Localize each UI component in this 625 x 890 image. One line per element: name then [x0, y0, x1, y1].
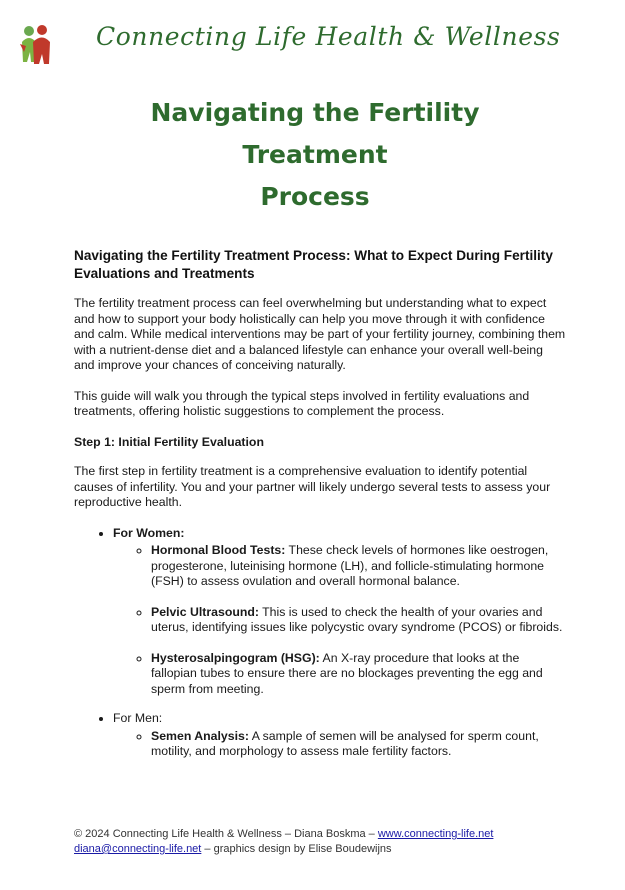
intro-paragraph-1: The fertility treatment process can feel overwhelming but understanding what to expect and how to support your body holistically can help you move through it with confidence and calm. While medical interventions may be part of your fertility journey, combining them with a nutrient-dense diet and a balanced lifestyle can enhance your overall well-being and improve your chances of conceiving naturally. — [74, 296, 566, 372]
list-item — [151, 651, 566, 698]
group-label-women: For Women: — [113, 525, 185, 540]
description: This is used to check the health of your ovaries and uterus, identifying issues like polycystic ovary syndrome (PCOS) or fibroids. — [151, 604, 563, 634]
term-hsg: Hysterosalpingogram (HSG): — [151, 650, 320, 665]
footer-line-1 — [74, 827, 493, 842]
list-item-for-women — [113, 526, 566, 698]
email-link[interactable]: diana@connecting-life.net — [74, 843, 202, 855]
description: An X-ray procedure that looks at the fallopian tubes to ensure there are no blockages preventing the egg and sperm from meeting. — [151, 650, 543, 696]
credit-text: – graphics design by Elise Boudewijns — [201, 843, 392, 855]
list-item-for-men — [113, 711, 566, 760]
list-item — [151, 543, 566, 590]
title-line-2: Process — [260, 182, 370, 211]
term-semen-analysis: Semen Analysis: — [151, 728, 249, 743]
group-label-men: For Men: — [113, 711, 163, 725]
article-heading: Navigating the Fertility Treatment Process: What to Expect During Fertility Evaluations and Treatments — [74, 248, 553, 281]
footer-line-2 — [74, 842, 493, 857]
website-link[interactable]: www.connecting-life.net — [377, 828, 494, 840]
men-tests-list — [113, 729, 566, 760]
brand-name: Connecting Life Health & Wellness — [96, 22, 561, 51]
term-pelvic-ultrasound: Pelvic Ultrasound: — [151, 604, 259, 619]
logo-icon — [18, 24, 56, 66]
term-hormonal-blood-tests: Hormonal Blood Tests: — [151, 543, 286, 557]
copyright-text: © 2024 Connecting Life Health & Wellness – Diana Boskma – — [74, 828, 378, 840]
list-item — [151, 605, 566, 636]
page-title — [100, 92, 530, 218]
step-1-intro: The first step in fertility treatment is a comprehensive evaluation to identify potential causes of infertility. You and your partner will likely undergo several tests to assess your reproductive health. — [74, 464, 551, 509]
women-tests-list — [113, 543, 566, 697]
list-item — [151, 729, 566, 760]
description: These check levels of hormones like oestrogen, progesterone, luteinising hormone (LH), and follicle-stimulating hormone (FSH) to assess ovulation and overall hormonal balance. — [151, 543, 549, 588]
step-1-heading: Step 1: Initial Fertility Evaluation — [74, 434, 264, 449]
description: A sample of semen will be analysed for sperm count, motility, and morphology to assess male fertility factors. — [151, 728, 539, 758]
evaluation-list — [74, 526, 566, 760]
page-footer — [74, 827, 493, 857]
intro-paragraph-2: This guide will walk you through the typical steps involved in fertility evaluations and treatments, offering holistic suggestions to complement the process. — [74, 388, 530, 418]
article-body — [74, 247, 566, 774]
title-line-1: Navigating the Fertility Treatment — [150, 98, 480, 169]
